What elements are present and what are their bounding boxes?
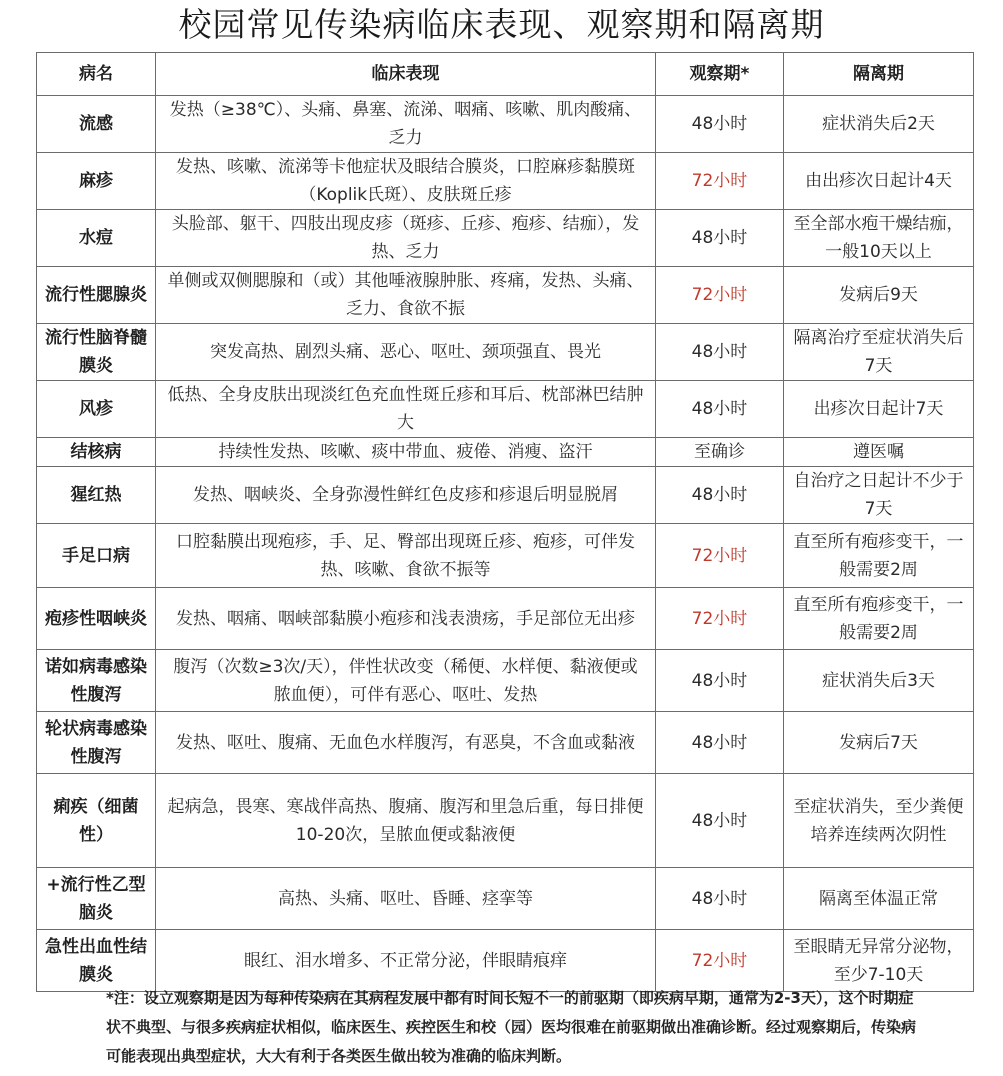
clinical-symptoms: 发热、咽痛、咽峡部黏膜小疱疹和浅表溃疡，手足部位无出疹 — [156, 588, 656, 650]
disease-name: 痢疾（细菌性） — [37, 774, 156, 868]
isolation-period: 症状消失后2天 — [784, 96, 974, 153]
observation-period: 72小时 — [656, 267, 784, 324]
table-row — [37, 774, 974, 868]
table-row — [37, 438, 974, 467]
disease-name: 猩红热 — [37, 467, 156, 524]
header-isolation-period: 隔离期 — [784, 53, 974, 96]
observation-period: 72小时 — [656, 930, 784, 992]
isolation-period: 症状消失后3天 — [784, 650, 974, 712]
observation-period: 48小时 — [656, 96, 784, 153]
header-disease-name: 病名 — [37, 53, 156, 96]
clinical-symptoms: 发热、咳嗽、流涕等卡他症状及眼结合膜炎，口腔麻疹黏膜斑（Koplik氏斑）、皮肤斑丘疹 — [156, 153, 656, 210]
table-row — [37, 267, 974, 324]
table-row — [37, 210, 974, 267]
disease-name: 疱疹性咽峡炎 — [37, 588, 156, 650]
disease-name: +流行性乙型脑炎 — [37, 868, 156, 930]
isolation-period: 至症状消失，至少粪便培养连续两次阴性 — [784, 774, 974, 868]
clinical-symptoms: 起病急，畏寒、寒战伴高热、腹痛、腹泻和里急后重，每日排便10-20次，呈脓血便或黏液便 — [156, 774, 656, 868]
disease-name: 结核病 — [37, 438, 156, 467]
isolation-period: 至眼睛无异常分泌物，至少7-10天 — [784, 930, 974, 992]
table-row — [37, 712, 974, 774]
disease-name: 风疹 — [37, 381, 156, 438]
observation-period: 72小时 — [656, 588, 784, 650]
table-row — [37, 930, 974, 992]
isolation-period: 隔离至体温正常 — [784, 868, 974, 930]
isolation-period: 直至所有疱疹变干，一般需要2周 — [784, 524, 974, 588]
isolation-period: 遵医嘱 — [784, 438, 974, 467]
observation-period: 48小时 — [656, 467, 784, 524]
disease-name: 流感 — [37, 96, 156, 153]
isolation-period: 由出疹次日起计4天 — [784, 153, 974, 210]
table-row — [37, 96, 974, 153]
observation-period: 72小时 — [656, 524, 784, 588]
header-observation-period: 观察期* — [656, 53, 784, 96]
footnote: *注：设立观察期是因为每种传染病在其病程发展中都有时间长短不一的前驱期（即疾病早期，通常为2-3天），这个时期症状不典型、与很多疾病症状相似，临床医生、疾控医生和校（园）医均很难在前驱期做出准确诊断。经过观察期后，传染病可能表现出典型症状，大大有利于各类医生做出较为准确的临床判断。 — [106, 989, 917, 1065]
clinical-symptoms: 突发高热、剧烈头痛、恶心、呕吐、颈项强直、畏光 — [156, 324, 656, 381]
isolation-period: 隔离治疗至症状消失后7天 — [784, 324, 974, 381]
table-row — [37, 868, 974, 930]
page-title: 校园常见传染病临床表现、观察期和隔离期 — [178, 5, 825, 44]
observation-period: 48小时 — [656, 210, 784, 267]
table-row — [37, 524, 974, 588]
clinical-symptoms: 发热、呕吐、腹痛、无血色水样腹泻，有恶臭，不含血或黏液 — [156, 712, 656, 774]
clinical-symptoms: 持续性发热、咳嗽、痰中带血、疲倦、消瘦、盗汗 — [156, 438, 656, 467]
observation-period: 48小时 — [656, 774, 784, 868]
observation-period: 48小时 — [656, 868, 784, 930]
table-row — [37, 588, 974, 650]
table-row — [37, 381, 974, 438]
table-row — [37, 324, 974, 381]
table-header-row — [37, 53, 974, 96]
disease-name: 手足口病 — [37, 524, 156, 588]
observation-period: 48小时 — [656, 324, 784, 381]
header-clinical-symptoms: 临床表现 — [156, 53, 656, 96]
isolation-period: 发病后7天 — [784, 712, 974, 774]
isolation-period: 发病后9天 — [784, 267, 974, 324]
clinical-symptoms: 口腔黏膜出现疱疹，手、足、臀部出现斑丘疹、疱疹，可伴发热、咳嗽、食欲不振等 — [156, 524, 656, 588]
table-row — [37, 650, 974, 712]
disease-name: 流行性腮腺炎 — [37, 267, 156, 324]
isolation-period: 至全部水疱干燥结痂，一般10天以上 — [784, 210, 974, 267]
clinical-symptoms: 发热（≥38℃）、头痛、鼻塞、流涕、咽痛、咳嗽、肌肉酸痛、乏力 — [156, 96, 656, 153]
clinical-symptoms: 腹泻（次数≥3次/天），伴性状改变（稀便、水样便、黏液便或脓血便），可伴有恶心、呕吐、发热 — [156, 650, 656, 712]
disease-name: 轮状病毒感染性腹泻 — [37, 712, 156, 774]
clinical-symptoms: 眼红、泪水增多、不正常分泌，伴眼睛痕痒 — [156, 930, 656, 992]
clinical-symptoms: 低热、全身皮肤出现淡红色充血性斑丘疹和耳后、枕部淋巴结肿大 — [156, 381, 656, 438]
observation-period: 48小时 — [656, 650, 784, 712]
clinical-symptoms: 发热、咽峡炎、全身弥漫性鲜红色皮疹和疹退后明显脱屑 — [156, 467, 656, 524]
clinical-symptoms: 单侧或双侧腮腺和（或）其他唾液腺肿胀、疼痛，发热、头痛、乏力、食欲不振 — [156, 267, 656, 324]
clinical-symptoms: 头脸部、躯干、四肢出现皮疹（斑疹、丘疹、疱疹、结痂），发热、乏力 — [156, 210, 656, 267]
disease-table — [36, 52, 974, 992]
observation-period: 至确诊 — [656, 438, 784, 467]
disease-name: 诺如病毒感染性腹泻 — [37, 650, 156, 712]
disease-name: 流行性脑脊髓膜炎 — [37, 324, 156, 381]
disease-name: 急性出血性结膜炎 — [37, 930, 156, 992]
disease-name: 麻疹 — [37, 153, 156, 210]
table-row — [37, 153, 974, 210]
observation-period: 72小时 — [656, 153, 784, 210]
table-row — [37, 467, 974, 524]
isolation-period: 出疹次日起计7天 — [784, 381, 974, 438]
observation-period: 48小时 — [656, 712, 784, 774]
isolation-period: 直至所有疱疹变干，一般需要2周 — [784, 588, 974, 650]
observation-period: 48小时 — [656, 381, 784, 438]
isolation-period: 自治疗之日起计不少于7天 — [784, 467, 974, 524]
clinical-symptoms: 高热、头痛、呕吐、昏睡、痉挛等 — [156, 868, 656, 930]
disease-name: 水痘 — [37, 210, 156, 267]
